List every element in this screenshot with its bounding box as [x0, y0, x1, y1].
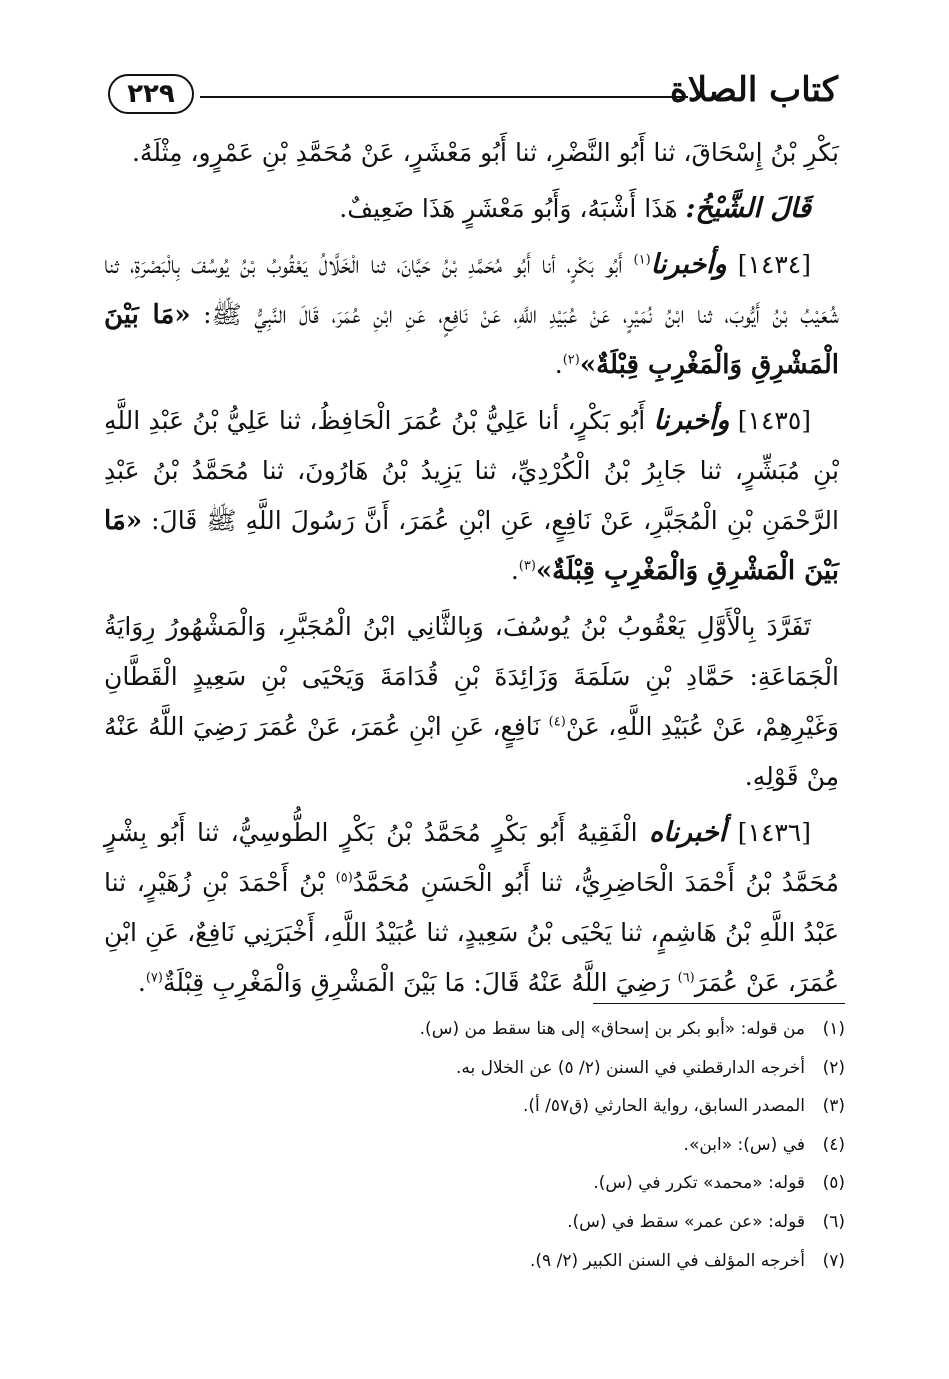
commentary-text-b: نَافِعٍ، عَنِ ابْنِ عُمَرَ، عَنْ عُمَرَ رَضِيَ اللَّهُ عَنْهُ مِنْ قَوْلِهِ.: [104, 712, 839, 791]
hadith-lead: وأخبرنا: [650, 249, 727, 280]
footnote-number: (٦): [822, 1211, 845, 1232]
commentary-text-a: تَفَرَّدَ بِالْأَوَّلِ يَعْقُوبُ بْنُ يُوسُفَ، وَبِالثَّانِي ابْنُ الْمُجَبَّرِ، وَالْمَشْهُورُ رِوَايَةُ الْجَمَاعَةِ: حَمَّادِ بْنِ سَلَمَةَ وَزَائِدَةَ بْنِ قُدَامَةَ وَيَحْيَى بْنِ سَعِيدٍ الْقَطَّانِ وَغَيْرِهِمْ، عَنْ عُبَيْدِ اللَّهِ، عَنْ: [104, 612, 839, 741]
hadith-chain: أَبُو بَكْرٍ، أنا أَبُو مُحَمَّدِ بْنُ حَيَّانَ، ثنا الْخَلَّالُ يَعْقُوبُ بْنُ يُوسُفَ بِالْبَصْرَةِ، ثنا شُعَيْبُ بْنُ أَيُّوبَ، ثنا ابْنُ نُمَيْرٍ، عَنْ عُبَيْدِ اللَّهِ، عَنْ نَافِعٍ، عَنِ ابْنِ عُمَرَ، قَالَ النَّبِيُّ ﷺ:: [104, 250, 839, 329]
paragraph-1-text: بَكْرِ بْنُ إِسْحَاقَ، ثنا أَبُو النَّضْرِ، ثنا أَبُو مَعْشَرٍ، عَنْ مُحَمَّدِ بْنِ عَمْرٍو، مِثْلَهُ.: [131, 138, 839, 167]
footnote-number: (٧): [822, 1250, 845, 1271]
footnote-item: [105, 1049, 845, 1088]
sheikh-lead: قَالَ الشَّيْخُ:: [685, 193, 811, 224]
footnote-separator: [593, 1003, 845, 1004]
footnote-ref: (٧): [145, 970, 163, 986]
hadith-chain: أَبُو بَكْرٍ، أنا عَلِيُّ بْنُ عُمَرَ الْحَافِظُ، ثنا عَلِيُّ بْنُ عَبْدِ اللَّهِ بْنِ مُبَشِّرٍ، ثنا جَابِرُ بْنُ الْكُرْدِيِّ، ثنا يَزِيدُ بْنُ هَارُونَ، ثنا مُحَمَّدُ بْنُ عَبْدِ الرَّحْمَنِ بْنِ الْمُجَبَّرِ، عَنْ نَافِعٍ، عَنِ ابْنِ عُمَرَ، أَنَّ رَسُولَ اللَّهِ ﷺ قَالَ:: [104, 406, 839, 535]
footnote-ref: (٢): [562, 352, 580, 368]
footnote-ref: (٥): [335, 870, 353, 886]
hadith-end: .: [137, 968, 146, 997]
footnote-item: [105, 1087, 845, 1126]
chapter-title: كتاب الصلاة: [669, 70, 838, 110]
footnote-text: من قوله: «أبو بكر بن إسحاق» إلى هنا سقط من (س).: [419, 1019, 805, 1039]
footnote-item: [105, 1242, 845, 1281]
footnote-item: [105, 1126, 845, 1165]
hadith-1436: [104, 808, 839, 1008]
footnote-ref: (٣): [518, 558, 536, 574]
commentary-paragraph: [104, 602, 839, 802]
footnote-text: في (س): «ابن».: [683, 1134, 805, 1155]
hadith-lead: وأخبرنا: [653, 405, 730, 436]
footnote-number: (٥): [822, 1173, 845, 1194]
page-header: [108, 68, 838, 118]
footnote-text: المصدر السابق، رواية الحارثي (ق٥٧/ أ).: [523, 1096, 805, 1117]
footnote-number: (١): [822, 1019, 845, 1039]
hadith-matn: «مَا بَيْنَ الْمَشْرِقِ وَالْمَغْرِبِ قِبْلَةٌ»: [104, 506, 839, 586]
paragraph-2-text: هَذَا أَشْبَهُ، وَأَبُو مَعْشَرٍ هَذَا ضَعِيفٌ.: [339, 194, 686, 223]
main-text: [104, 128, 839, 1014]
hadith-1435: [104, 396, 839, 596]
footnote-ref: (٦): [677, 970, 695, 986]
hadith-1434: [104, 240, 839, 390]
footnote-item: [105, 1203, 845, 1242]
footnote-item: [105, 1010, 845, 1049]
hadith-chain-b: بْنُ أَحْمَدَ بْنِ زُهَيْرٍ، ثنا عَبْدُ اللَّهِ بْنُ هَاشِمٍ، ثنا يَحْيَى بْنُ سَعِيدٍ، ثنا عُبَيْدُ اللَّهِ، أَخْبَرَنِي نَافِعٌ، عَنِ ابْنِ عُمَرَ، عَنْ عُمَرَ: [104, 868, 839, 997]
footnote-number: (٣): [822, 1096, 845, 1117]
footnote-text: أخرجه المؤلف في السنن الكبير (٢/ ٩).: [529, 1250, 805, 1271]
hadith-end: .: [554, 350, 563, 379]
hadith-lead: أخبرناه: [649, 817, 727, 848]
paragraph-1: [104, 128, 839, 178]
footnote-number: (٢): [822, 1057, 845, 1078]
hadith-chain-a: الْفَقِيهُ أَبُو بَكْرٍ مُحَمَّدُ بْنُ بَكْرٍ الطُّوسِيُّ، ثنا أَبُو بِشْرٍ مُحَمَّدُ بْنُ أَحْمَدَ الْحَاضِرِيُّ، ثنا أَبُو الْحَسَنِ مُحَمَّدُ: [104, 818, 839, 897]
footnote-text: قوله: «عن عمر» سقط في (س).: [567, 1211, 805, 1232]
hadith-chain-c: رَضِيَ اللَّهُ عَنْهُ قَالَ: مَا بَيْنَ الْمَشْرِقِ وَالْمَغْرِبِ قِبْلَةٌ: [162, 968, 678, 997]
footnote-item: [105, 1164, 845, 1203]
footnotes: [105, 1010, 845, 1280]
footnote-number: (٤): [822, 1134, 845, 1155]
footnote-ref: (١): [633, 252, 651, 268]
hadith-matn: «مَا بَيْنَ الْمَشْرِقِ وَالْمَغْرِبِ قِبْلَةٌ»: [104, 300, 839, 380]
footnote-ref: (٤): [548, 714, 566, 730]
footnote-text: قوله: «محمد» تكرر في (س).: [593, 1173, 805, 1194]
hadith-number: [١٤٣٤]: [737, 250, 811, 279]
header-rule: [200, 96, 688, 98]
hadith-number: [١٤٣٥]: [737, 406, 812, 435]
paragraph-2: [104, 184, 839, 234]
page-number: ٢٢٩: [108, 74, 194, 114]
hadith-number: [١٤٣٦]: [737, 818, 811, 847]
footnote-text: أخرجه الدارقطني في السنن (٢/ ٥) عن الخلال به.: [455, 1057, 805, 1078]
hadith-end: .: [510, 556, 519, 585]
